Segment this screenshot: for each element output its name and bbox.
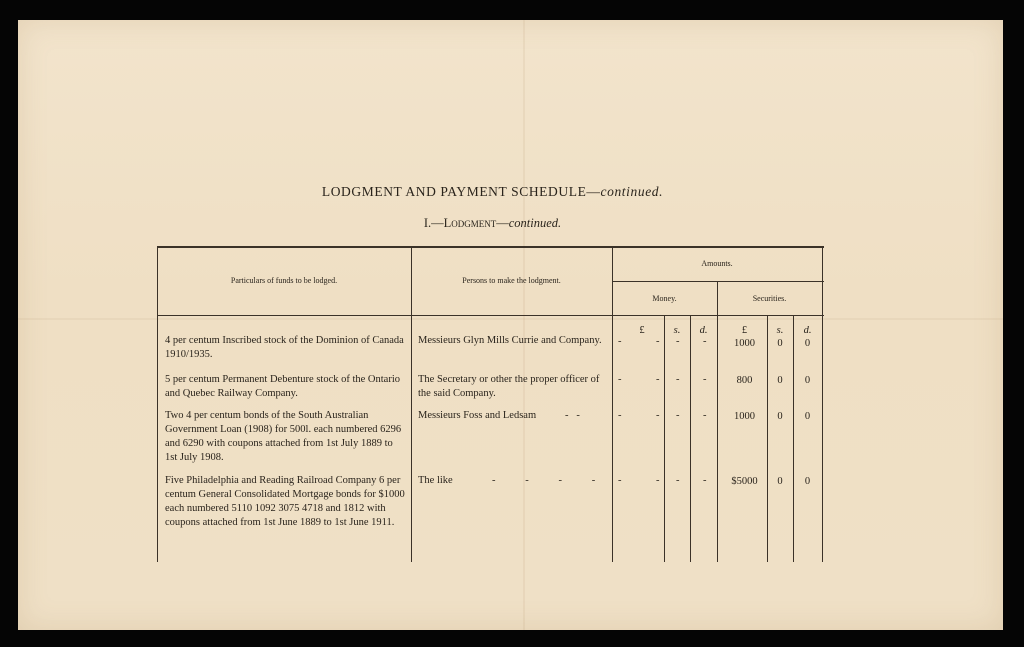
subtitle-continued: continued.	[508, 216, 562, 230]
column-rule-securities	[717, 281, 718, 562]
section-subtitle	[0, 216, 985, 231]
row3-money-pence: -	[703, 410, 707, 421]
row1-money-pence: -	[703, 336, 707, 347]
row3-money-dash: -	[618, 410, 622, 421]
row4-money-dash: -	[618, 475, 622, 486]
row2-persons: The Secretary or other the proper officer of the said Company.	[418, 374, 600, 399]
row2-money-shillings: -	[676, 374, 680, 385]
row4-sec-pounds: $5000	[731, 476, 758, 487]
row1-money-shillings: -	[676, 336, 680, 347]
row2-money-pence: -	[703, 374, 707, 385]
sec-pounds-symbol: £	[741, 325, 748, 336]
row1-money-pounds: -	[656, 336, 660, 347]
row1-sec-pounds: 1000	[734, 338, 755, 349]
header-amounts: Amounts.	[701, 259, 733, 268]
column-rule-money-d	[690, 315, 691, 562]
row3-particulars: Two 4 per centum bonds of the South Australian Government Loan (1908) for 500l. each numbered 6296 and 6290 with coupons attached from 1st July 1889 to 1st July 1908.	[165, 410, 402, 463]
money-pounds-symbol: £	[639, 325, 645, 336]
money-shillings-symbol: s.	[673, 325, 681, 336]
row2-money-dash: -	[618, 374, 622, 385]
header-securities: Securities.	[752, 294, 787, 303]
title-continued: continued.	[600, 184, 664, 199]
row3-leader-dashes: - -	[565, 410, 580, 421]
column-rule-money-s	[664, 315, 665, 562]
column-rule-persons	[411, 246, 412, 562]
row3-sec-shillings: 0	[777, 411, 783, 422]
row1-sec-shillings: 0	[777, 338, 783, 349]
row2-particulars: 5 per centum Permanent Debenture stock of the Ontario and Quebec Railway Company.	[165, 374, 401, 399]
row3-money-pounds: -	[656, 410, 660, 421]
table-right-rule	[822, 246, 823, 562]
row3-persons: Messieurs Foss and Ledsam	[418, 410, 537, 421]
header-particulars: Particulars of funds to be lodged.	[230, 276, 338, 285]
row2-sec-shillings: 0	[777, 375, 783, 386]
lodgment-table	[157, 246, 824, 562]
table-top-rule	[157, 246, 824, 248]
subtitle-text: I.—Lodgment—	[423, 216, 509, 230]
sec-pence-symbol: d.	[803, 325, 812, 336]
row1-particulars: 4 per centum Inscribed stock of the Dominion of Canada 1910/1935.	[165, 335, 404, 360]
column-rule-sec-d	[793, 315, 794, 562]
row1-money-dash: -	[618, 336, 622, 347]
row3-sec-pence: 0	[804, 411, 811, 422]
row2-sec-pounds: 800	[736, 375, 753, 386]
row2-money-pounds: -	[656, 374, 660, 385]
row3-sec-pounds: 1000	[734, 411, 755, 422]
row1-sec-pence: 0	[804, 338, 811, 349]
row2-sec-pence: 0	[804, 375, 811, 386]
header-bottom-rule	[157, 315, 824, 316]
row4-particulars: Five Philadelphia and Reading Railroad Company 6 per centum General Consolidated Mortgage bonds for $1000 each numbered 5110 1092 3075 4718 and 1812 with coupons attached from 1st June 1889 to 1st June 1911.	[165, 475, 405, 528]
row4-leader-dashes: - - - -	[492, 475, 598, 486]
column-rule-sec-s	[767, 315, 768, 562]
title-text: LODGMENT AND PAYMENT SCHEDULE—	[321, 184, 601, 199]
table-left-rule	[157, 246, 158, 562]
row1-persons: Messieurs Glyn Mills Currie and Company.	[418, 335, 602, 346]
row4-money-shillings: -	[676, 475, 680, 486]
row4-persons: The like	[418, 475, 453, 486]
money-pence-symbol: d.	[699, 325, 708, 336]
row4-sec-shillings: 0	[777, 476, 783, 487]
row4-sec-pence: 0	[804, 476, 811, 487]
header-money: Money.	[652, 294, 677, 303]
amounts-rule	[612, 281, 824, 282]
schedule-title	[0, 184, 985, 200]
sec-shillings-symbol: s.	[776, 325, 784, 336]
row3-money-shillings: -	[676, 410, 680, 421]
row4-money-pence: -	[703, 475, 707, 486]
row4-money-pounds: -	[656, 475, 660, 486]
header-persons: Persons to make the lodgment.	[462, 276, 561, 285]
